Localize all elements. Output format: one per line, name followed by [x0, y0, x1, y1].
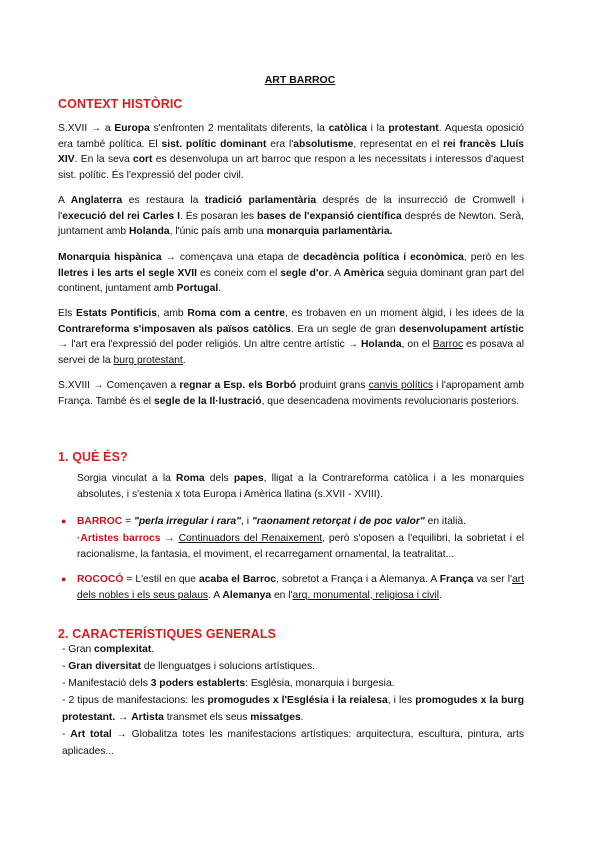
bullet-icon: ●	[61, 516, 67, 526]
list-item: - Gran complexitat.	[62, 644, 155, 655]
barroc-definition: BARROC = "perla irregular i rara", i "raonament retorçat i de poc valor" en italià.	[77, 516, 466, 527]
list-item: - Art total → Globalitza totes les manifestacions artístiques: arquitectura, escultura, pintura, arts aplicades...	[62, 729, 524, 757]
que-es-paragraph: Sorgia vinculat a la Roma dels papes, lligat a la Contrareforma catòlica i a les monarquies absolutes, i s'estenia x tota Europa i Amèrica llatina (s.XVII - XVIII).	[77, 473, 524, 500]
context-paragraph-4: Els Estats Pontificis, amb Roma com a centre, es trobaven en un moment àlgid, i les idees de la Contrareforma s'imposaven als països catòlics. Era un segle de gran desenvolupament artístic → l'art era l'expressió del poder religiós. Un altre centre artístic → Holanda, on el Barroc es posava al servei de la burg protestant.	[58, 308, 525, 366]
caracteristiques-list	[62, 641, 524, 760]
bullet-icon: ●	[61, 574, 67, 584]
heading-context: CONTEXT HISTÒRIC	[58, 97, 183, 111]
artistes-barrocs: ·Artistes barrocs → Continuadors del Renaixement, però s'oposen a l'equilibri, la sobrietat i el racionalisme, la fantasia, el moviment, el recarregament ornamental, la teatralitat...	[77, 533, 524, 560]
context-paragraph-5: S.XVIII → Començaven a regnar a Esp. els Borbó produint grans canvis polítics i l'apropament amb França. També és el segle de la Il·lustració, que desencadena moviments revolucionaris posteriors.	[58, 380, 524, 407]
list-item: - Gran diversitat de llenguatges i solucions artístiques.	[62, 661, 315, 672]
heading-que-es: 1. QUÈ ÉS?	[58, 450, 128, 464]
document-title: ART BARROC	[264, 74, 336, 86]
list-item: - Manifestació dels 3 poders establerts: Església, monarquia i burgesia.	[62, 678, 395, 689]
context-paragraph-2: A Anglaterra es restaura la tradició parlamentària després de la insurrecció de Cromwell i l'execució del rei Carles I. És posaran les bases de l'expansió científica després de Newton. Serà, juntament amb Holanda, l'únic país amb una monarquia parlamentària.	[58, 195, 524, 238]
context-paragraph-3: Monarquia hispànica → començava una etapa de decadència política i econòmica, però en les lletres i les arts el segle XVII es coneix com el segle d'or. A Amèrica seguia dominant gran part del continent, juntament amb Portugal.	[58, 252, 525, 295]
context-paragraph-1: S.XVII → a Europa s'enfronten 2 mentalitats diferents, la catòlica i la protestant. Aquesta oposició era també política. El sist. polític dominant era l'absolutisme, representat en el rei francès Lluís XIV. En la seva cort es desenvolupa un art barroc que respon a les necessitats i interessos d'aquest sist. polític. És l'expressió del poder civil.	[58, 123, 525, 181]
rococo-definition: ROCOCÓ = L'estil en que acaba el Barroc, sobretot a França i a Alemanya. A França va ser l'art dels nobles i els seus palaus. A Alemanya en l'arq. monumental, religiosa i civil.	[77, 574, 525, 601]
heading-caracteristiques: 2. CARACTERÍSTIQUES GENERALS	[58, 627, 277, 641]
list-item: - 2 tipus de manifestacions: les promogudes x l'Església i la reialesa, i les promogudes x la burg protestant. → Artista transmet els seus missatges.	[62, 695, 524, 723]
